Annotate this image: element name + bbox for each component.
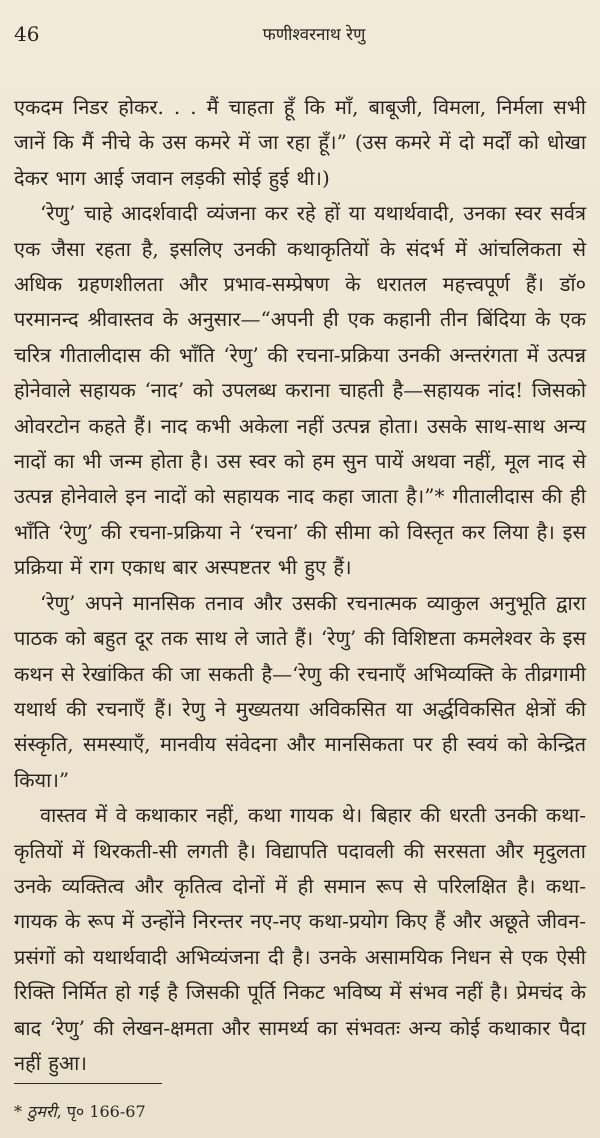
- page-header: [14, 22, 580, 52]
- paragraph-4: वास्तव में वे कथाकार नहीं, कथा गायक थे। बिहार की धरती उनकी कथा-कृतियों में थिरकती-सी लगती है। विद्यापति पदावली की सरसता और मृदुलता उनके व्यक्तित्व और कृतित्व दोनों में ही समान रूप से परिलक्षित है। कथा-गायक के रूप में उन्होंने निरन्तर नए-नए कथा-प्रयोग किए हैं और अछूते जीवन-प्रसंगों को यथार्थवादी अभिव्यंजना दी है। उनके असामयिक निधन से एक ऐसी रिक्ति निर्मित हो गई है जिसकी पूर्ति निकट भविष्य में संभव नहीं है। प्रेमचंद के बाद ‘रेणु’ की लेखन-क्षमता और सामर्थ्य का संभवतः अन्य कोई कथाकार पैदा नहीं हुआ।: [14, 803, 586, 1075]
- footnote-divider: [14, 1083, 162, 1084]
- paragraph-1: एकदम निडर होकर. . . मैं चाहता हूँ कि माँ, बाबूजी, विमला, निर्मला सभी जानें कि मैं नीचे के उस कमरे में जा रहा हूँ।” (उस कमरे में दो मर्दों को धोखा देकर भाग आई जवान लड़की सोई हुई थी।): [14, 95, 586, 190]
- footnote: [14, 1100, 146, 1122]
- footnote-marker: *: [14, 1102, 22, 1121]
- body-text: [14, 90, 586, 1081]
- paragraph-3: ‘रेणु’ अपने मानसिक तनाव और उसकी रचनात्मक व्याकुल अनुभूति द्वारा पाठक को बहुत दूर तक साथ ले जाते हैं। ‘रेणु’ की विशिष्टता कमलेश्वर के इस कथन से रेखांकित की जा सकती है—‘रेणु की रचनाएँ अभिव्यक्ति के तीव्रगामी यथार्थ की रचनाएँ हैं। रेणु ने मुख्यतया अविकसित या अर्द्धविकसित क्षेत्रों की संस्कृति, समस्याएँ, मानवीय संवेदना और मानसिकता पर ही स्वयं को केन्द्रित किया।”: [14, 590, 586, 792]
- running-head: फणीश्वरनाथ रेणु: [262, 25, 366, 45]
- paragraph-2: ‘रेणु’ चाहे आदर्शवादी व्यंजना कर रहे हों या यथार्थवादी, उनका स्वर सर्वत्र एक जैसा रहता है, इसलिए उनकी कथाकृतियों के संदर्भ में आंचलिकता से अधिक ग्रहणशीलता और प्रभाव-सम्प्रेषण के धरातल महत्त्वपूर्ण हैं। डॉ० परमानन्द श्रीवास्तव के अनुसार—“अपनी ही एक कहानी तीन बिंदिया के एक चरित्र गीतालीदास की भाँति ‘रेणु’ की रचना-प्रक्रिया उनकी अन्तरंगता में उत्पन्न होनेवाले सहायक ‘नाद’ को उपलब्ध कराना चाहती है—सहायक नांद! जिसको ओवरटोन कहते हैं। नाद कभी अकेला नहीं उत्पन्न होता। उसके साथ-साथ अन्य नादों का भी जन्म होता है। उस स्वर को हम सुन पायें अथवा नहीं, मूल नाद से उत्पन्न होनेवाले इन नादों को सहायक नाद कहा जाता है।”* गीतालीदास की ही भाँति ‘रेणु’ की रचना-प्रक्रिया ने ‘रचना’ की सीमा को विस्तृत कर लिया है। इस प्रक्रिया में राग एकाध बार अस्पष्टतर भी हुए हैं।: [14, 201, 586, 580]
- footnote-title: ठुमरी: [27, 1102, 57, 1121]
- page-number: 46: [14, 22, 40, 46]
- footnote-pages: , पृ० 166-67: [56, 1102, 146, 1121]
